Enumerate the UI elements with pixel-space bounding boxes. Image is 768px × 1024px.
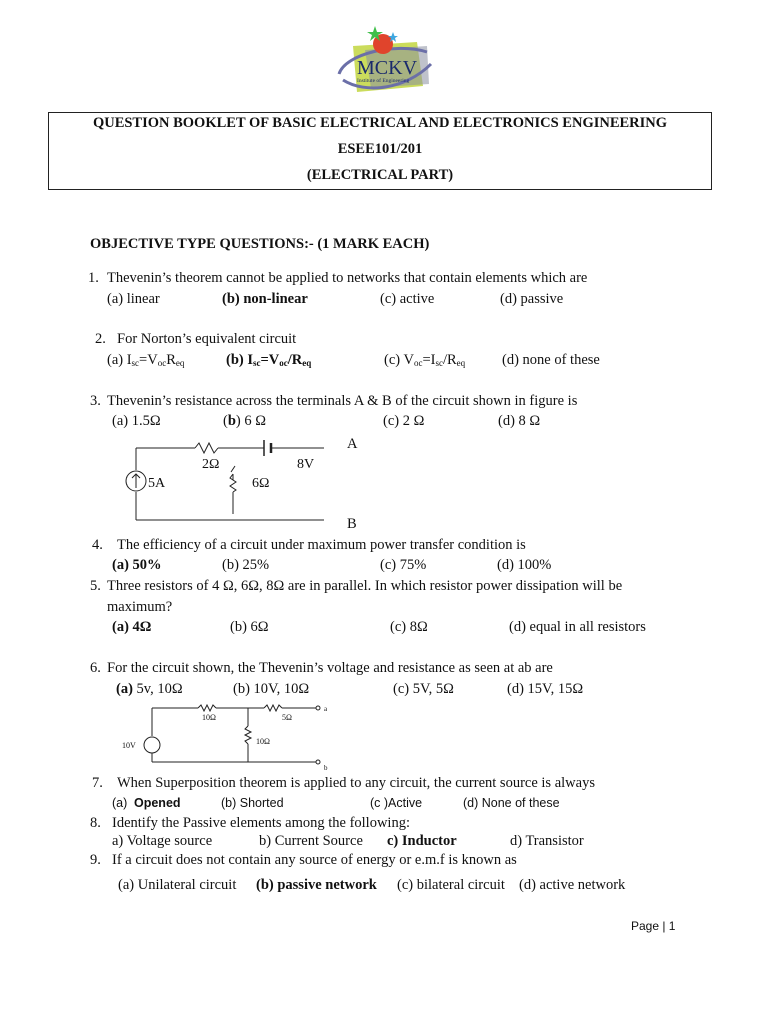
q3-fig-source-label: 5A bbox=[148, 476, 166, 491]
q3-option-a: (a) 1.5Ω bbox=[112, 413, 161, 429]
q6-option-b: (b) 10V, 10Ω bbox=[233, 681, 310, 697]
q8-text: Identify the Passive elements among the following: bbox=[112, 815, 410, 831]
q4-option-d: (d) 100% bbox=[497, 557, 552, 573]
q7-text: When Superposition theorem is applied to any circuit, the current source is always bbox=[117, 775, 595, 791]
q3-circuit-diagram bbox=[120, 432, 370, 532]
q5-text: Three resistors of 4 Ω, 6Ω, 8Ω are in parallel. In which resistor power dissipation will be bbox=[107, 578, 623, 594]
q2-option-c: (c) $V_{oc}=I_{sc}/R_{eq}$ bbox=[384, 352, 466, 368]
q1-option-c: (c) active bbox=[380, 291, 435, 307]
q4-number: 4. bbox=[92, 537, 103, 553]
q2-option-d: (d) none of these bbox=[502, 352, 600, 368]
q9-option-a: (a) Unilateral circuit bbox=[118, 877, 237, 893]
q4-text: The efficiency of a circuit under maximum power transfer condition is bbox=[117, 537, 526, 553]
q4-option-b: (b) 25% bbox=[222, 557, 270, 573]
q2-option-a: (a) $I_{sc}=V_{oc}R_{eq}$ bbox=[107, 352, 185, 368]
q6-fig-r3-label: 10Ω bbox=[256, 737, 270, 746]
q3-terminal-b: B bbox=[347, 516, 357, 532]
q8-option-a: a) Voltage source bbox=[112, 833, 213, 849]
title-box bbox=[48, 112, 712, 190]
section-heading: OBJECTIVE TYPE QUESTIONS:- (1 MARK EACH) bbox=[90, 236, 430, 252]
q5-option-a: (a) 4Ω bbox=[112, 619, 152, 635]
q2-number: 2. bbox=[95, 331, 106, 347]
q7-option-b: (b) Shorted bbox=[221, 796, 284, 810]
page-number: Page | 1 bbox=[631, 919, 676, 933]
q6-fig-r2-label: 5Ω bbox=[282, 713, 292, 722]
q7-option-c: (c )Active bbox=[370, 796, 423, 810]
q9-option-b: (b) passive network bbox=[256, 877, 377, 893]
q5-number: 5. bbox=[90, 578, 101, 594]
q6-number: 6. bbox=[90, 660, 101, 676]
svg-text:Institute of Engineering: Institute of Engineering bbox=[357, 78, 410, 84]
q6-fig-terminal-b: b bbox=[324, 764, 328, 772]
svg-text:MCKV: MCKV bbox=[357, 57, 418, 79]
q4-option-c: (c) 75% bbox=[380, 557, 427, 573]
q5-option-d: (d) equal in all resistors bbox=[509, 619, 646, 635]
q6-fig-terminal-a: a bbox=[324, 705, 328, 713]
q6-option-c: (c) 5V, 5Ω bbox=[393, 681, 454, 697]
q3-text: Thevenin’s resistance across the terminals A & B of the circuit shown in figure is bbox=[107, 393, 578, 409]
part-label: (ELECTRICAL PART) bbox=[306, 167, 454, 183]
q6-circuit-diagram bbox=[118, 700, 338, 772]
q3-number: 3. bbox=[90, 393, 101, 409]
q8-number: 8. bbox=[90, 815, 101, 831]
q3-option-d: (d) 8 Ω bbox=[498, 413, 541, 429]
q1-number: 1. bbox=[88, 270, 99, 286]
q8-option-b: b) Current Source bbox=[259, 833, 363, 849]
q8-option-d: d) Transistor bbox=[510, 833, 584, 849]
q5-option-b: (b) 6Ω bbox=[230, 619, 269, 635]
institution-logo bbox=[335, 24, 435, 100]
q9-option-d: (d) active network bbox=[519, 877, 626, 893]
q6-text: For the circuit shown, the Thevenin’s voltage and resistance as seen at ab are bbox=[107, 660, 553, 676]
q3-fig-r1-label: 2Ω bbox=[202, 457, 220, 472]
q4-option-a: (a) 50% bbox=[112, 557, 162, 573]
q9-option-c: (c) bilateral circuit bbox=[397, 877, 505, 893]
q8-option-c: c) Inductor bbox=[387, 833, 457, 849]
q1-text: Thevenin’s theorem cannot be applied to networks that contain elements which are bbox=[107, 270, 588, 286]
q3-fig-r2-label: 6Ω bbox=[252, 476, 270, 491]
q3-option-b: (b) 6 Ω bbox=[223, 413, 267, 429]
q6-fig-voltage-label: 10V bbox=[122, 741, 136, 750]
q3-terminal-a: A bbox=[347, 436, 358, 452]
q6-fig-r1-label: 10Ω bbox=[202, 713, 216, 722]
q9-text: If a circuit does not contain any source of energy or e.m.f is known as bbox=[112, 852, 517, 868]
q5-option-c: (c) 8Ω bbox=[390, 619, 428, 635]
q7-number: 7. bbox=[92, 775, 103, 791]
q2-text: For Norton’s equivalent circuit bbox=[117, 331, 297, 347]
q2-option-b: (b) $I_{sc}=V_{oc}/R_{eq}$ bbox=[226, 352, 312, 368]
q7-option-a: Opened bbox=[134, 796, 181, 810]
q7-option-a-label: (a) bbox=[112, 796, 128, 810]
q6-option-d: (d) 15V, 15Ω bbox=[507, 681, 584, 697]
q3-option-c: (c) 2 Ω bbox=[383, 413, 425, 429]
q6-option-a: (a) 5v, 10Ω bbox=[116, 681, 183, 697]
booklet-title: QUESTION BOOKLET OF BASIC ELECTRICAL AND ELECTRONICS ENGINEERING bbox=[92, 115, 668, 131]
q5-text-continued: maximum? bbox=[107, 599, 173, 615]
q3-fig-voltage-label: 8V bbox=[297, 457, 315, 472]
q1-option-b: (b) non-linear bbox=[222, 291, 308, 307]
q9-number: 9. bbox=[90, 852, 101, 868]
q1-option-a: (a) linear bbox=[107, 291, 160, 307]
q1-option-d: (d) passive bbox=[500, 291, 564, 307]
q7-option-d: (d) None of these bbox=[463, 796, 560, 810]
course-code: ESEE101/201 bbox=[337, 141, 423, 157]
